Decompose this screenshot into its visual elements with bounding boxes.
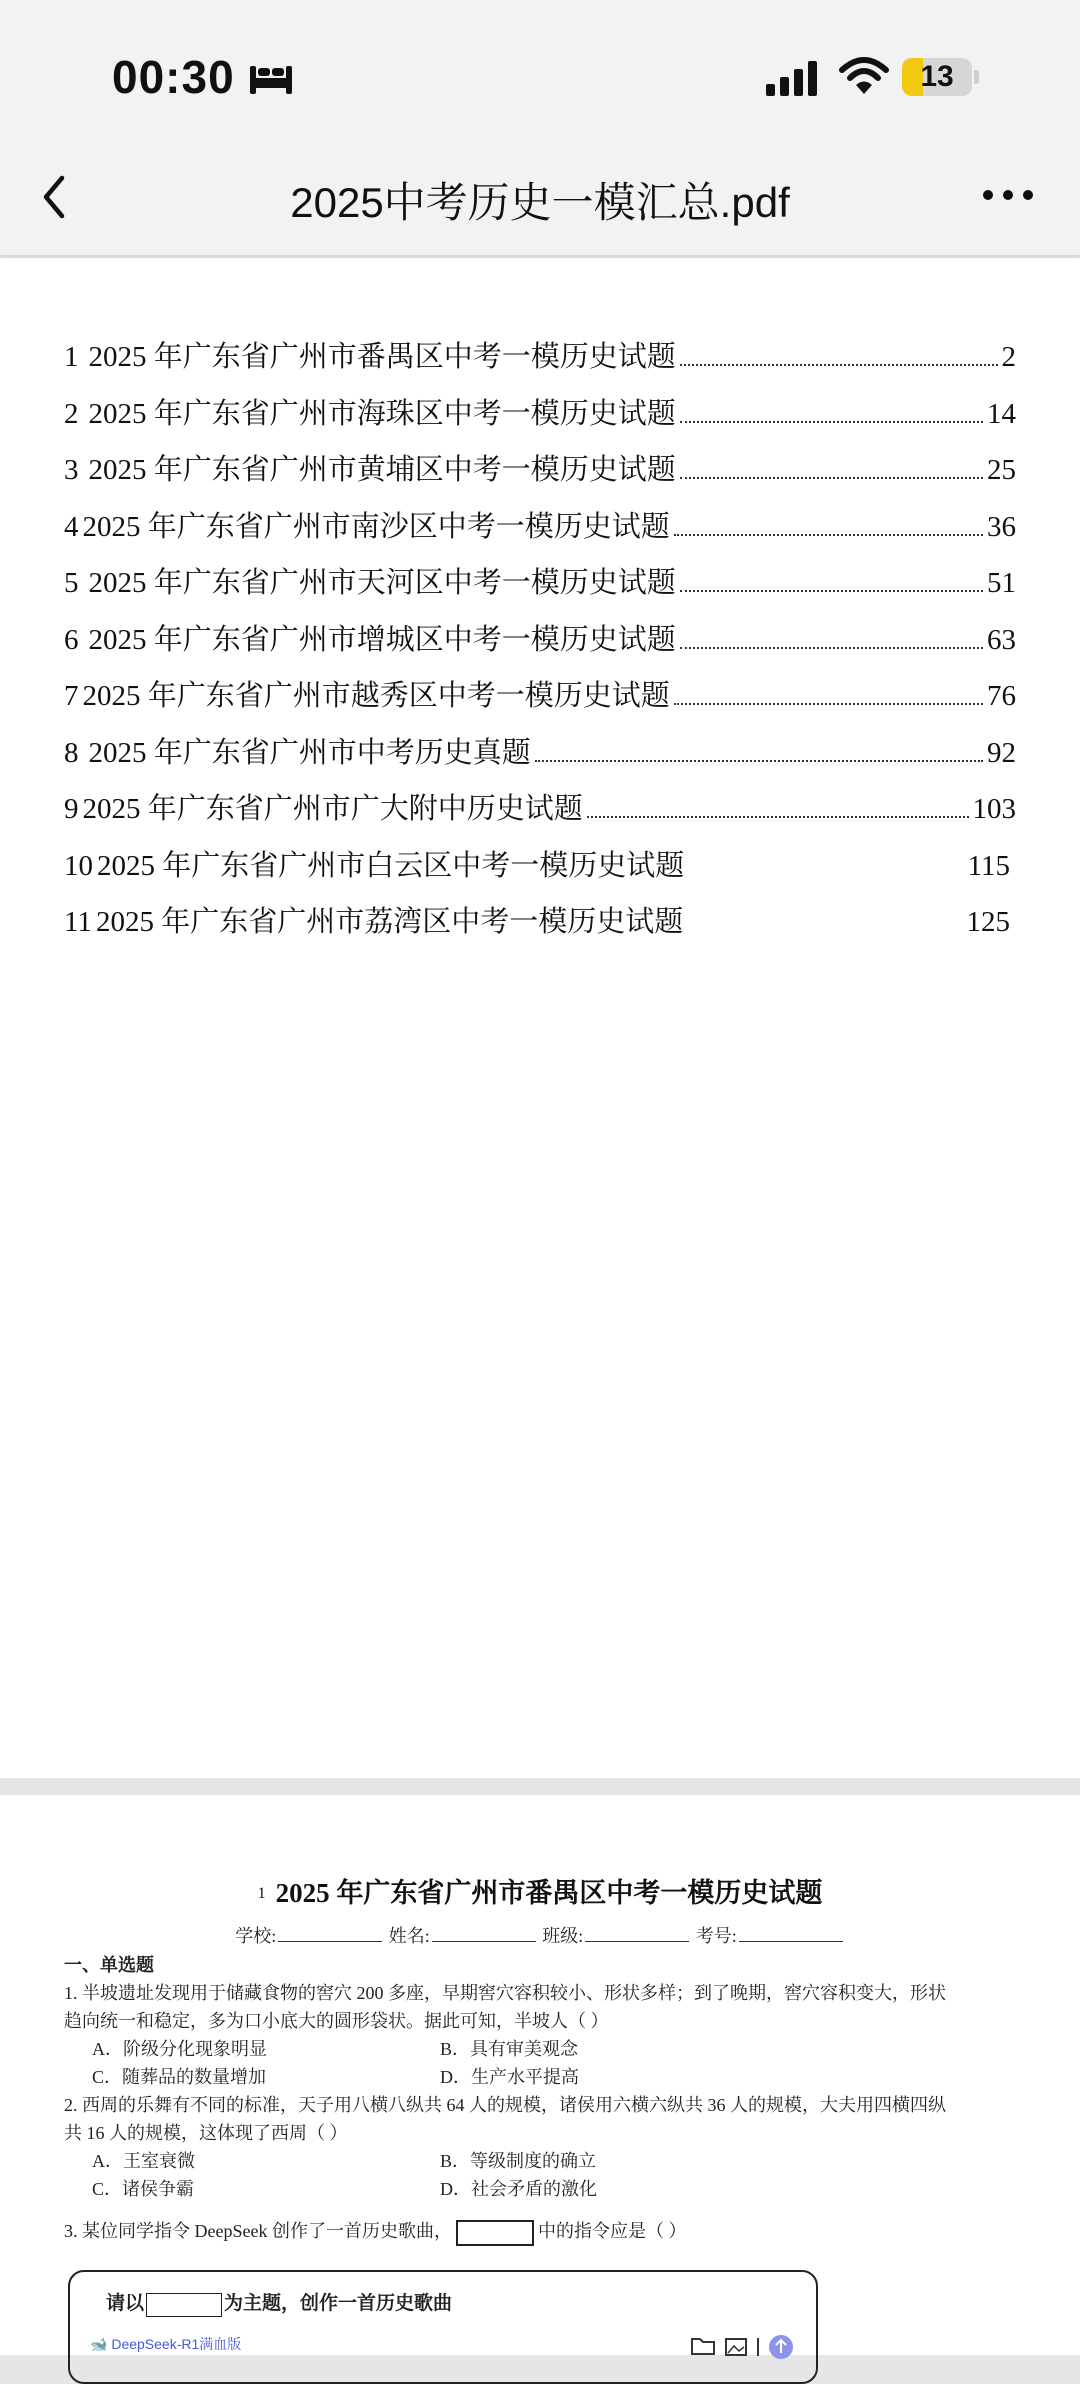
toc-item[interactable] [64,496,1016,553]
toc-item[interactable] [64,891,1016,948]
class-blank [585,1941,689,1942]
deepseek-prompt-blank [146,2293,222,2317]
toc-item-title: 2025 年广东省广州市天河区中考一模历史试题 [88,567,676,599]
toc-item-title: 2025 年广东省广州市黄埔区中考一模历史试题 [88,454,676,486]
deepseek-prompt-pre: 请以 [106,2293,145,2314]
toc-item-title: 2025 年广东省广州市荔湾区中考一模历史试题 [95,906,684,938]
q1-line2: 趋向统一和稳定，多为口小底大的圆形袋状。据此可知，半坡人（ ） [64,2011,609,2031]
battery-percentage: 13 [920,60,954,93]
toc-item-page: 36 [987,510,1016,543]
q1-option-a: A．阶级分化现象明显 [92,2039,267,2059]
deepseek-model-name: DeepSeek-R1满血版 [111,2336,242,2352]
table-of-contents [64,326,1016,948]
status-time: 00:30 [112,51,235,103]
toc-item-page: 14 [987,397,1016,430]
toc-item[interactable] [64,439,1016,496]
toc-item-page: 76 [987,680,1016,712]
bed-icon [248,62,294,96]
toc-line [64,391,1016,432]
toc-item[interactable] [64,722,1016,779]
folder-icon [692,2339,714,2354]
q2-option-c: C．诸侯争霸 [92,2179,195,2199]
toc-dot-leader [680,476,983,479]
q1-option-d: D．生产水平提高 [440,2067,579,2087]
q3-text-pre: 3. 某位同学指令 DeepSeek 创作了一首历史歌曲， [64,2221,452,2241]
toc-item-page: 2 [1001,341,1016,373]
toc-line [64,786,1016,827]
toc-dot-leader [680,363,998,366]
toc-item-page: 92 [987,736,1016,769]
deepseek-screenshot [68,2270,818,2384]
toc-item-page: 103 [972,793,1016,825]
pdf-page-exam[interactable] [0,1795,1080,2355]
toc-item-number: 10 [64,849,93,882]
toc-item-title: 2025 年广东省广州市番禺区中考一模历史试题 [88,341,676,373]
toc-item-number: 4 [64,510,79,543]
back-chevron-icon[interactable] [28,162,88,232]
toc-line [64,730,1016,771]
battery-tip [974,70,979,84]
toc-item-number: 7 [64,680,79,712]
toc-item-number: 6 [64,623,79,656]
q2-option-a: A．王室衰微 [92,2151,195,2171]
toc-line [64,334,1016,375]
q2-option-d: D．社会矛盾的激化 [440,2179,597,2199]
toc-item[interactable] [64,778,1016,835]
deepseek-model-label [90,2334,241,2354]
toc-dot-leader [535,759,983,762]
toc-item[interactable] [64,665,1016,722]
q1-line1: 1. 半坡遗址发现用于储藏食物的窖穴 200 多座，早期窖穴容积较小、形状多样；到了晚期，窖穴容积变大，形状 [64,1983,946,2003]
q1-option-c: C．随葬品的数量增加 [92,2067,267,2087]
toc-line [64,673,1016,714]
toc-item-page: 25 [987,454,1016,486]
toc-dot-leader [680,646,983,649]
deepseek-prompt-post: 为主题，创作一首历史歌曲 [224,2293,453,2314]
q3-text-post: 中的指令应是（ ） [537,2221,687,2241]
toc-item-number: 1 [64,341,79,373]
deepseek-prompt [106,2288,452,2317]
document-title: 2025中考历史一模汇总.pdf [290,179,790,226]
toc-dot-leader [674,702,983,705]
toc-item-title: 2025 年广东省广州市广大附中历史试题 [82,793,583,825]
toc-item[interactable] [64,609,1016,666]
id-blank [739,1941,843,1942]
toc-line [64,617,1016,658]
toc-line [64,504,1016,545]
toc-item-number: 5 [64,567,79,599]
toc-item-page: 63 [987,623,1016,656]
toc-item-number: 9 [64,793,79,825]
exam-title [0,1871,1080,1910]
q1-option-b: B．具有审美观念 [440,2039,579,2059]
toc-item[interactable] [64,383,1016,440]
toc-item-number: 2 [64,397,79,430]
toc-item-page: 115 [967,849,1010,882]
exam-title-number: 1 [257,1885,266,1902]
toc-item-title: 2025 年广东省广州市越秀区中考一模历史试题 [82,680,670,712]
id-label: 考号: [695,1926,737,1946]
toc-item-page: 125 [966,906,1010,938]
toc-item-title: 2025 年广东省广州市白云区中考一模历史试题 [97,849,685,882]
name-blank [432,1941,536,1942]
send-arrow-icon [769,2335,793,2359]
battery-indicator [902,58,972,96]
status-bar [0,0,1080,140]
toc-item-number: 11 [64,906,92,938]
toc-item-title: 2025 年广东省广州市中考历史真题 [88,736,531,769]
toc-dot-leader [680,420,983,423]
toc-item-number: 8 [64,736,79,769]
toc-item-number: 3 [64,454,79,486]
toc-line [64,843,1016,884]
toc-item-title: 2025 年广东省广州市南沙区中考一模历史试题 [82,510,670,543]
q2-option-b: B．等级制度的确立 [440,2151,597,2171]
nav-bar [0,140,1080,256]
image-icon [726,2339,746,2355]
class-label: 班级: [542,1926,584,1946]
toc-item-title: 2025 年广东省广州市海珠区中考一模历史试题 [88,397,676,430]
toc-item-title: 2025 年广东省广州市增城区中考一模历史试题 [88,623,676,656]
cellular-signal-icon [764,58,822,98]
toc-dot-leader [587,815,969,818]
toc-dot-leader [674,533,983,536]
toc-line [64,447,1016,488]
q3-line [64,2217,686,2246]
q2-line1: 2. 西周的乐舞有不同的标准，天子用八横八纵共 64 人的规模，诸侯用六横六纵共 36 人的规模，大夫用四横四纵 [64,2095,946,2115]
toc-item[interactable] [64,835,1016,892]
school-label: 学校: [235,1926,277,1946]
toc-dot-leader [680,589,983,592]
name-label: 姓名: [388,1926,430,1946]
student-info-fields [0,1922,1080,1948]
pdf-page-toc[interactable] [0,258,1080,1778]
q2-line2: 共 16 人的规模，这体现了西周（ ） [64,2123,348,2143]
toc-item-page: 51 [987,567,1016,599]
school-blank [278,1941,382,1942]
toc-line [64,560,1016,601]
wifi-icon [838,56,890,98]
exam-title-text: 2025 年广东省广州市番禺区中考一模历史试题 [275,1878,823,1908]
deepseek-toolbar [686,2330,806,2360]
toc-item[interactable] [64,552,1016,609]
deepseek-whale-icon: 🐋 [90,2336,108,2352]
q3-blank-box [456,2220,534,2246]
section-heading: 一、单选题 [64,1955,154,1975]
toc-item[interactable] [64,326,1016,383]
more-options-icon[interactable] [978,170,1038,220]
toc-line [64,899,1016,940]
